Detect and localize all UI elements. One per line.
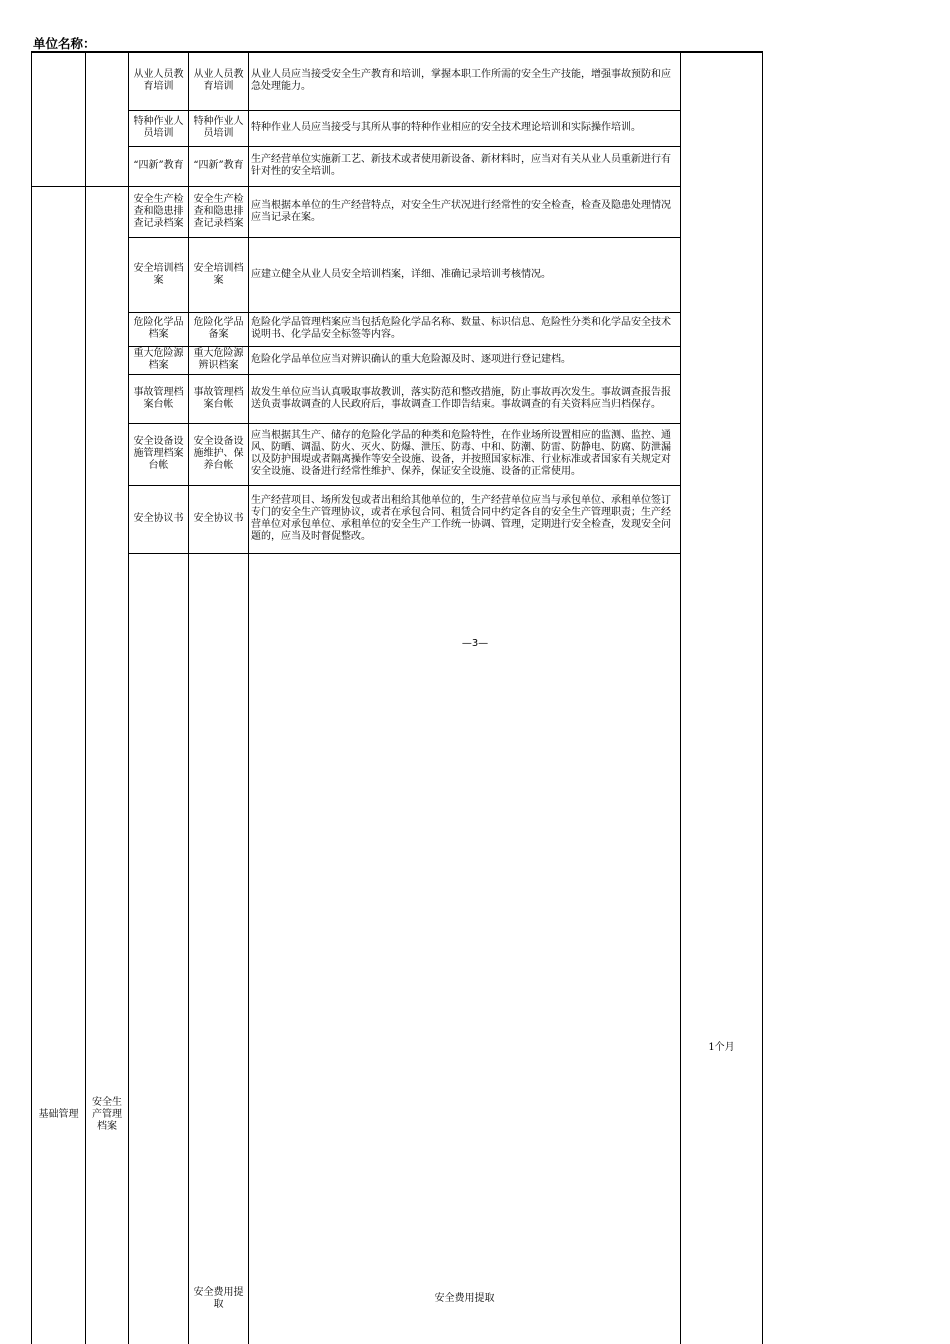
- category-cell-blank: [32, 52, 86, 186]
- item-cell: 安全设备设施管理档案台帐: [129, 423, 189, 485]
- table-row: [32, 237, 763, 312]
- safety-management-table: [31, 51, 763, 1344]
- page-number: —3—: [461, 638, 489, 649]
- content-cell: 危险化学品单位应当对辨识确认的重大危险源及时、逐项进行登记建档。: [249, 346, 681, 374]
- archive-cell: 安全生产管理档案: [86, 186, 129, 1344]
- table-row: [32, 52, 763, 110]
- content-cell: 生产经营项目、场所发包或者出租给其他单位的，生产经营单位应当与承包单位、承租单位签订专门的安全生产管理协议，或者在承包合同、租赁合同中约定各自的安全生产管理职责；生产经营单位对承包单位、承租单位的安全生产工作统一协调、管理，定期进行安全检查，发现安全问题的，应当及时督促整改。: [249, 485, 681, 553]
- name-cell: 特种作业人员培训: [189, 110, 249, 146]
- item-cell: 特种作业人员培训: [129, 110, 189, 146]
- content-cell: 特种作业人员应当接受与其所从事的特种作业相应的安全技术理论培训和实际操作培训。: [249, 110, 681, 146]
- item-cell: “四新”教育: [129, 146, 189, 186]
- item-cell: 事故管理档案台帐: [129, 374, 189, 423]
- table-row: [32, 146, 763, 186]
- table-row: [32, 186, 763, 237]
- unit-name-label: 单位名称：: [33, 36, 96, 51]
- content-cell: 从业人员应当接受安全生产教育和培训，掌握本职工作所需的安全生产技能，增强事故预防和应急处理能力。: [249, 52, 681, 110]
- item-cell: 危险化学品档案: [129, 312, 189, 346]
- table-row: [32, 346, 763, 374]
- table-row: [32, 485, 763, 553]
- name-cell: “四新”教育: [189, 146, 249, 186]
- archive-cell-blank: [86, 52, 129, 186]
- content-cell: 应建立健全从业人员安全培训档案，详细、准确记录培训考核情况。: [249, 237, 681, 312]
- name-cell: 从业人员教育培训: [189, 52, 249, 110]
- content-cell: 故发生单位应当认真吸取事故教训，落实防范和整改措施，防止事故再次发生。事故调查报告报送负责事故调查的人民政府后，事故调查工作即告结束。事故调查的有关资料应当归档保存。: [249, 374, 681, 423]
- name-cell: 安全生产检查和隐患排查记录档案: [189, 186, 249, 237]
- name-cell: 安全费用提取: [249, 553, 681, 1344]
- name-cell: 事故管理档案台帐: [189, 374, 249, 423]
- table-row: [32, 374, 763, 423]
- category-cell: 基础管理: [32, 186, 86, 1344]
- table-row: [32, 110, 763, 146]
- content-cell: 危险化学品管理档案应当包括危险化学品名称、数量、标识信息、危险性分类和化学品安全技术说明书、化学品安全标签等内容。: [249, 312, 681, 346]
- name-cell: 安全培训档案: [189, 237, 249, 312]
- content-cell: 生产经营单位实施新工艺、新技术或者使用新设备、新材料时，应当对有关从业人员重新进行有针对性的安全培训。: [249, 146, 681, 186]
- name-cell: 安全协议书: [189, 485, 249, 553]
- item-cell: 从业人员教育培训: [129, 52, 189, 110]
- content-cell: 应当根据其生产、储存的危险化学品的种类和危险特性，在作业场所设置相应的监测、监控、通风、防晒、调温、防火、灭火、防爆、泄压、防毒、中和、防潮、防雷、防静电、防腐、防泄漏以及防护围堤或者隔离操作等安全设施、设备，并按照国家标准、行业标准或者国家有关规定对安全设施、设备进行经常性维护、保养，保证安全设施、设备的正常使用。: [249, 423, 681, 485]
- period-cell: 1个月: [681, 52, 763, 1344]
- table-row: [32, 423, 763, 485]
- name-cell: 危险化学品备案: [189, 312, 249, 346]
- name-cell: 重大危险源辨识档案: [189, 346, 249, 374]
- content-cell: 应当根据本单位的生产经营特点，对安全生产状况进行经常性的安全检查，检查及隐患处理情况应当记录在案。: [249, 186, 681, 237]
- item-cell: 安全培训档案: [129, 237, 189, 312]
- item-cell: 安全协议书: [129, 485, 189, 553]
- item-cell: 重大危险源档案: [129, 346, 189, 374]
- table-row: [32, 312, 763, 346]
- item-cell: 安全费用提取: [189, 553, 249, 1344]
- item-cell: 安全生产检查和隐患排查记录档案: [129, 186, 189, 237]
- name-cell: 安全设备设施维护、保养台帐: [189, 423, 249, 485]
